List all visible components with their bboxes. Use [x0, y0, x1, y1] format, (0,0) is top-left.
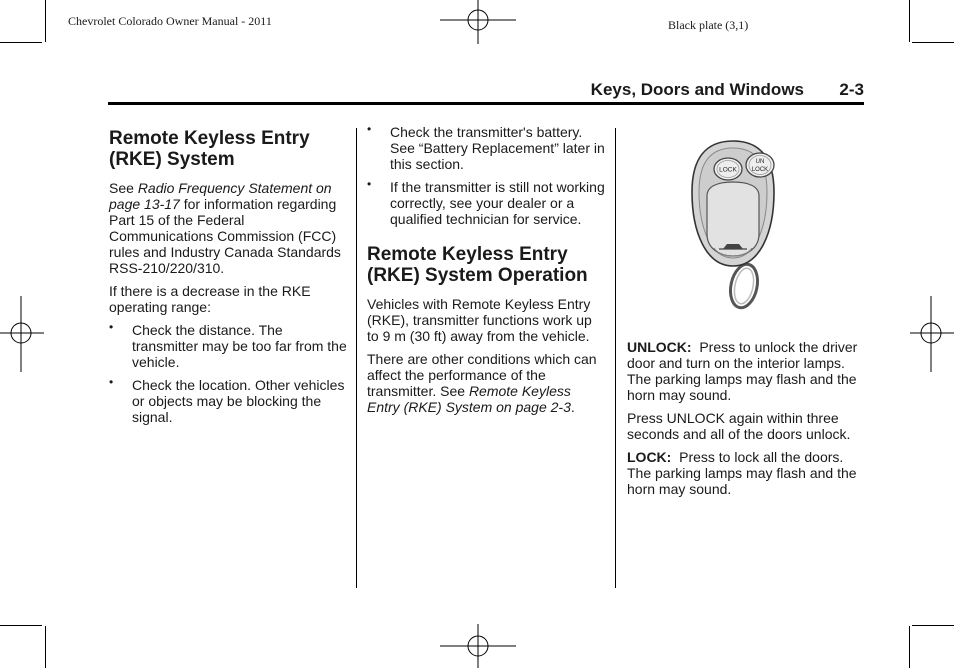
plate-label: Black plate (3,1) — [668, 18, 749, 32]
column-divider-1 — [356, 128, 357, 588]
list-item — [367, 179, 607, 227]
list-item-text: Check the location. Other vehicles or objects may be blocking the signal. — [132, 377, 345, 425]
list-item — [109, 377, 349, 425]
registration-target-top — [440, 0, 516, 44]
bullet-list-2 — [367, 124, 607, 227]
bullet-icon: • — [109, 320, 114, 334]
list-item — [109, 322, 349, 370]
paragraph-range-decrease: If there is a decrease in the RKE operating range: — [109, 283, 311, 315]
list-item-text: If the transmitter is still not working correctly, see your dealer or a qualified technician for service. — [390, 179, 605, 227]
text-fcc-rest: for information regarding Part 15 of the Federal Communications Commission (FCC) rules and Industry Canada Standards RSS-210/220/310. — [109, 196, 341, 276]
cross-reference-radio-frequency: Radio Frequency Statement on page 13-17 — [109, 180, 332, 212]
fob-unlock-label-line2: LOCK — [751, 167, 769, 173]
registration-target-left — [0, 296, 44, 372]
section-heading-rke-operation: Remote Keyless Entry (RKE) System Operation — [367, 244, 588, 286]
paragraph-range: Vehicles with Remote Keyless Entry (RKE), transmitter functions work up to 9 m (30 ft) away from the vehicle. — [367, 296, 592, 344]
column-2 — [367, 124, 607, 422]
bullet-icon: • — [367, 177, 372, 191]
fob-lock-label: LOCK — [719, 166, 737, 174]
fob-lock-button — [714, 158, 742, 180]
page-header — [108, 80, 864, 105]
crop-mark-br-v — [909, 626, 910, 668]
unlock-description: Press to unlock the driver door and turn on the interior lamps. The parking lamps may flash and the horn may sound. — [627, 339, 858, 403]
term-lock: LOCK: — [627, 449, 672, 465]
bullet-icon: • — [367, 122, 372, 136]
fob-unlock-button — [746, 153, 774, 177]
bullet-list-1 — [109, 322, 349, 425]
term-unlock: UNLOCK: — [627, 339, 692, 355]
paragraph-unlock-again: Press UNLOCK again within three seconds and all of the doors unlock. — [627, 410, 851, 442]
registration-target-bottom — [440, 624, 516, 668]
crop-mark-br-h — [912, 625, 954, 626]
key-fob-illustration — [690, 140, 776, 312]
text-see: See — [109, 180, 138, 196]
lock-description: Press to lock all the doors. The parking lamps may flash and the horn may sound. — [627, 449, 857, 497]
paragraph-fcc — [109, 180, 349, 276]
text-conditions: There are other conditions which can affect the performance of the transmitter. See — [367, 351, 597, 399]
crop-mark-bl-h — [0, 625, 42, 626]
column-3 — [627, 339, 867, 504]
crop-mark-tl-v — [45, 0, 46, 42]
paragraph-unlock — [627, 339, 867, 403]
page-number: 2-3 — [839, 80, 864, 99]
cross-reference-rke-system: Remote Keyless Entry (RKE) System on page 2-3 — [367, 383, 571, 415]
list-item — [367, 124, 607, 172]
crop-mark-tl-h — [0, 42, 42, 43]
bullet-icon: • — [109, 375, 114, 389]
crop-mark-tr-v — [909, 0, 910, 42]
paragraph-conditions — [367, 351, 607, 415]
key-ring-icon — [727, 262, 762, 310]
list-item-text: Check the distance. The transmitter may be too far from the vehicle. — [132, 322, 347, 370]
fob-unlock-label-line1: UN — [755, 159, 765, 165]
crop-mark-bl-v — [45, 626, 46, 668]
list-item-text: Check the transmitter's battery. See “Battery Replacement” later in this section. — [390, 124, 605, 172]
crop-mark-tr-h — [912, 42, 954, 43]
column-divider-2 — [615, 128, 616, 588]
column-1 — [109, 128, 349, 432]
doc-title: Chevrolet Colorado Owner Manual - 2011 — [68, 14, 272, 28]
section-heading-rke-system: Remote Keyless Entry (RKE) System — [109, 128, 310, 170]
section-title: Keys, Doors and Windows — [590, 80, 804, 99]
text-period: . — [570, 399, 575, 415]
paragraph-lock — [627, 449, 867, 497]
registration-target-right — [910, 296, 954, 372]
